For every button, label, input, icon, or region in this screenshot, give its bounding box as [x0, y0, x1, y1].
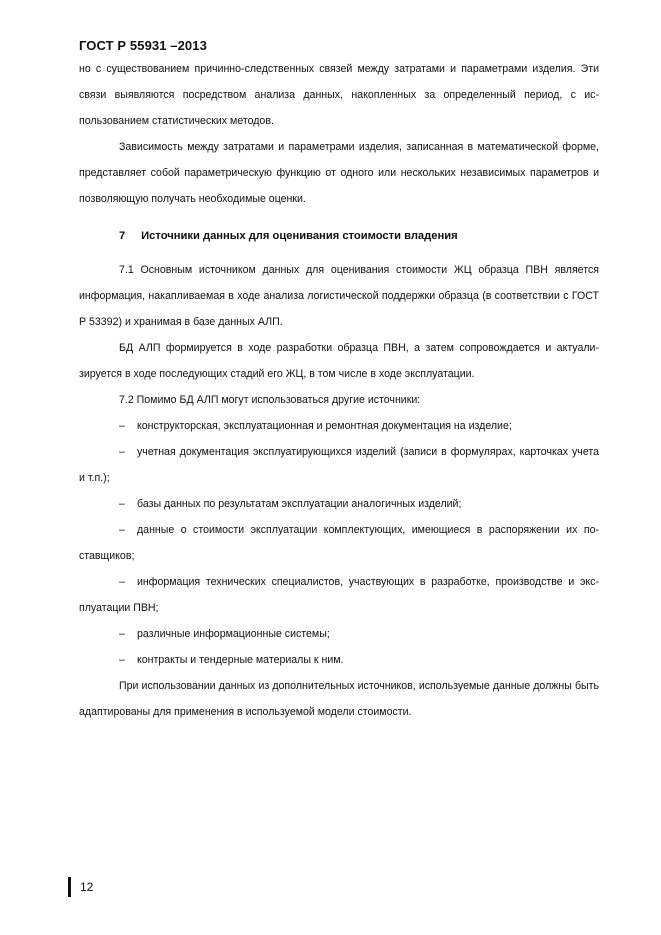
list-item-text: контракты и тендерные материалы к ним. [137, 654, 344, 666]
section-title: Источники данных для оценивания стоимости владения [141, 230, 458, 242]
intro-text [79, 56, 599, 212]
sources-list [79, 413, 599, 673]
paragraph-7-1: 7.1 Основным источником данных для оценивания стоимости ЖЦ образца ПВН является информация, накапливаемая в ходе анализа логистической поддержки образца (в соответствии с ГОСТ Р 53392) и хранимая в базе данных АЛП. [79, 264, 599, 328]
list-item-text: информация технических специалистов, участвующих в разработке, производстве и экс-плуатации ПВН; [79, 576, 599, 614]
page-footer [68, 877, 93, 897]
section-body [79, 257, 599, 725]
intro-paragraph-1: но с существованием причинно-следственных связей между затратами и параметрами изделия. Эти связи выявляются посредством анализа данных, накопленных за определенный период, с ис-пользованием статистических методов. [79, 63, 599, 127]
dash-bullet: – [119, 446, 125, 458]
dash-bullet: – [119, 628, 125, 640]
list-item [79, 647, 599, 673]
list-item [79, 413, 599, 439]
dash-bullet: – [119, 576, 125, 588]
dash-bullet: – [119, 420, 125, 432]
list-item [79, 569, 599, 621]
list-item [79, 439, 599, 491]
list-item-text: конструкторская, эксплуатационная и ремонтная документация на изделие; [137, 420, 512, 432]
paragraph-final: При использовании данных из дополнительных источников, используемые данные должны быть адаптированы для применения в используемой модели стоимости. [79, 680, 599, 718]
list-item [79, 621, 599, 647]
footer-bar [68, 877, 71, 897]
list-item-text: различные информационные системы; [137, 628, 330, 640]
dash-bullet: – [119, 654, 125, 666]
page-number: 12 [80, 880, 94, 894]
paragraph-bd-alp: БД АЛП формируется в ходе разработки образца ПВН, а затем сопровождается и актуали-зируется в ходе последующих стадий его ЖЦ, в том числе в ходе эксплуатации. [79, 342, 599, 380]
list-item [79, 517, 599, 569]
document-code: ГОСТ Р 55931 –2013 [79, 38, 207, 53]
section-heading [119, 226, 458, 246]
list-item-text: учетная документация эксплуатирующихся изделий (записи в формулярах, карточках учета и т.п.); [79, 446, 599, 484]
list-item [79, 491, 599, 517]
list-item-text: базы данных по результатам эксплуатации аналогичных изделий; [137, 498, 462, 510]
section-number: 7 [119, 230, 126, 242]
list-item-text: данные о стоимости эксплуатации комплектующих, имеющиеся в распоряжении их по-ставщиков; [79, 524, 599, 562]
dash-bullet: – [119, 498, 125, 510]
paragraph-7-2: 7.2 Помимо БД АЛП могут использоваться другие источники: [119, 394, 421, 406]
intro-paragraph-2: Зависимость между затратами и параметрами изделия, записанная в математической форме, представляет собой параметрическую функцию от одного или нескольких независимых параметров и позволяющую получать необходимые оценки. [79, 141, 599, 205]
dash-bullet: – [119, 524, 125, 536]
